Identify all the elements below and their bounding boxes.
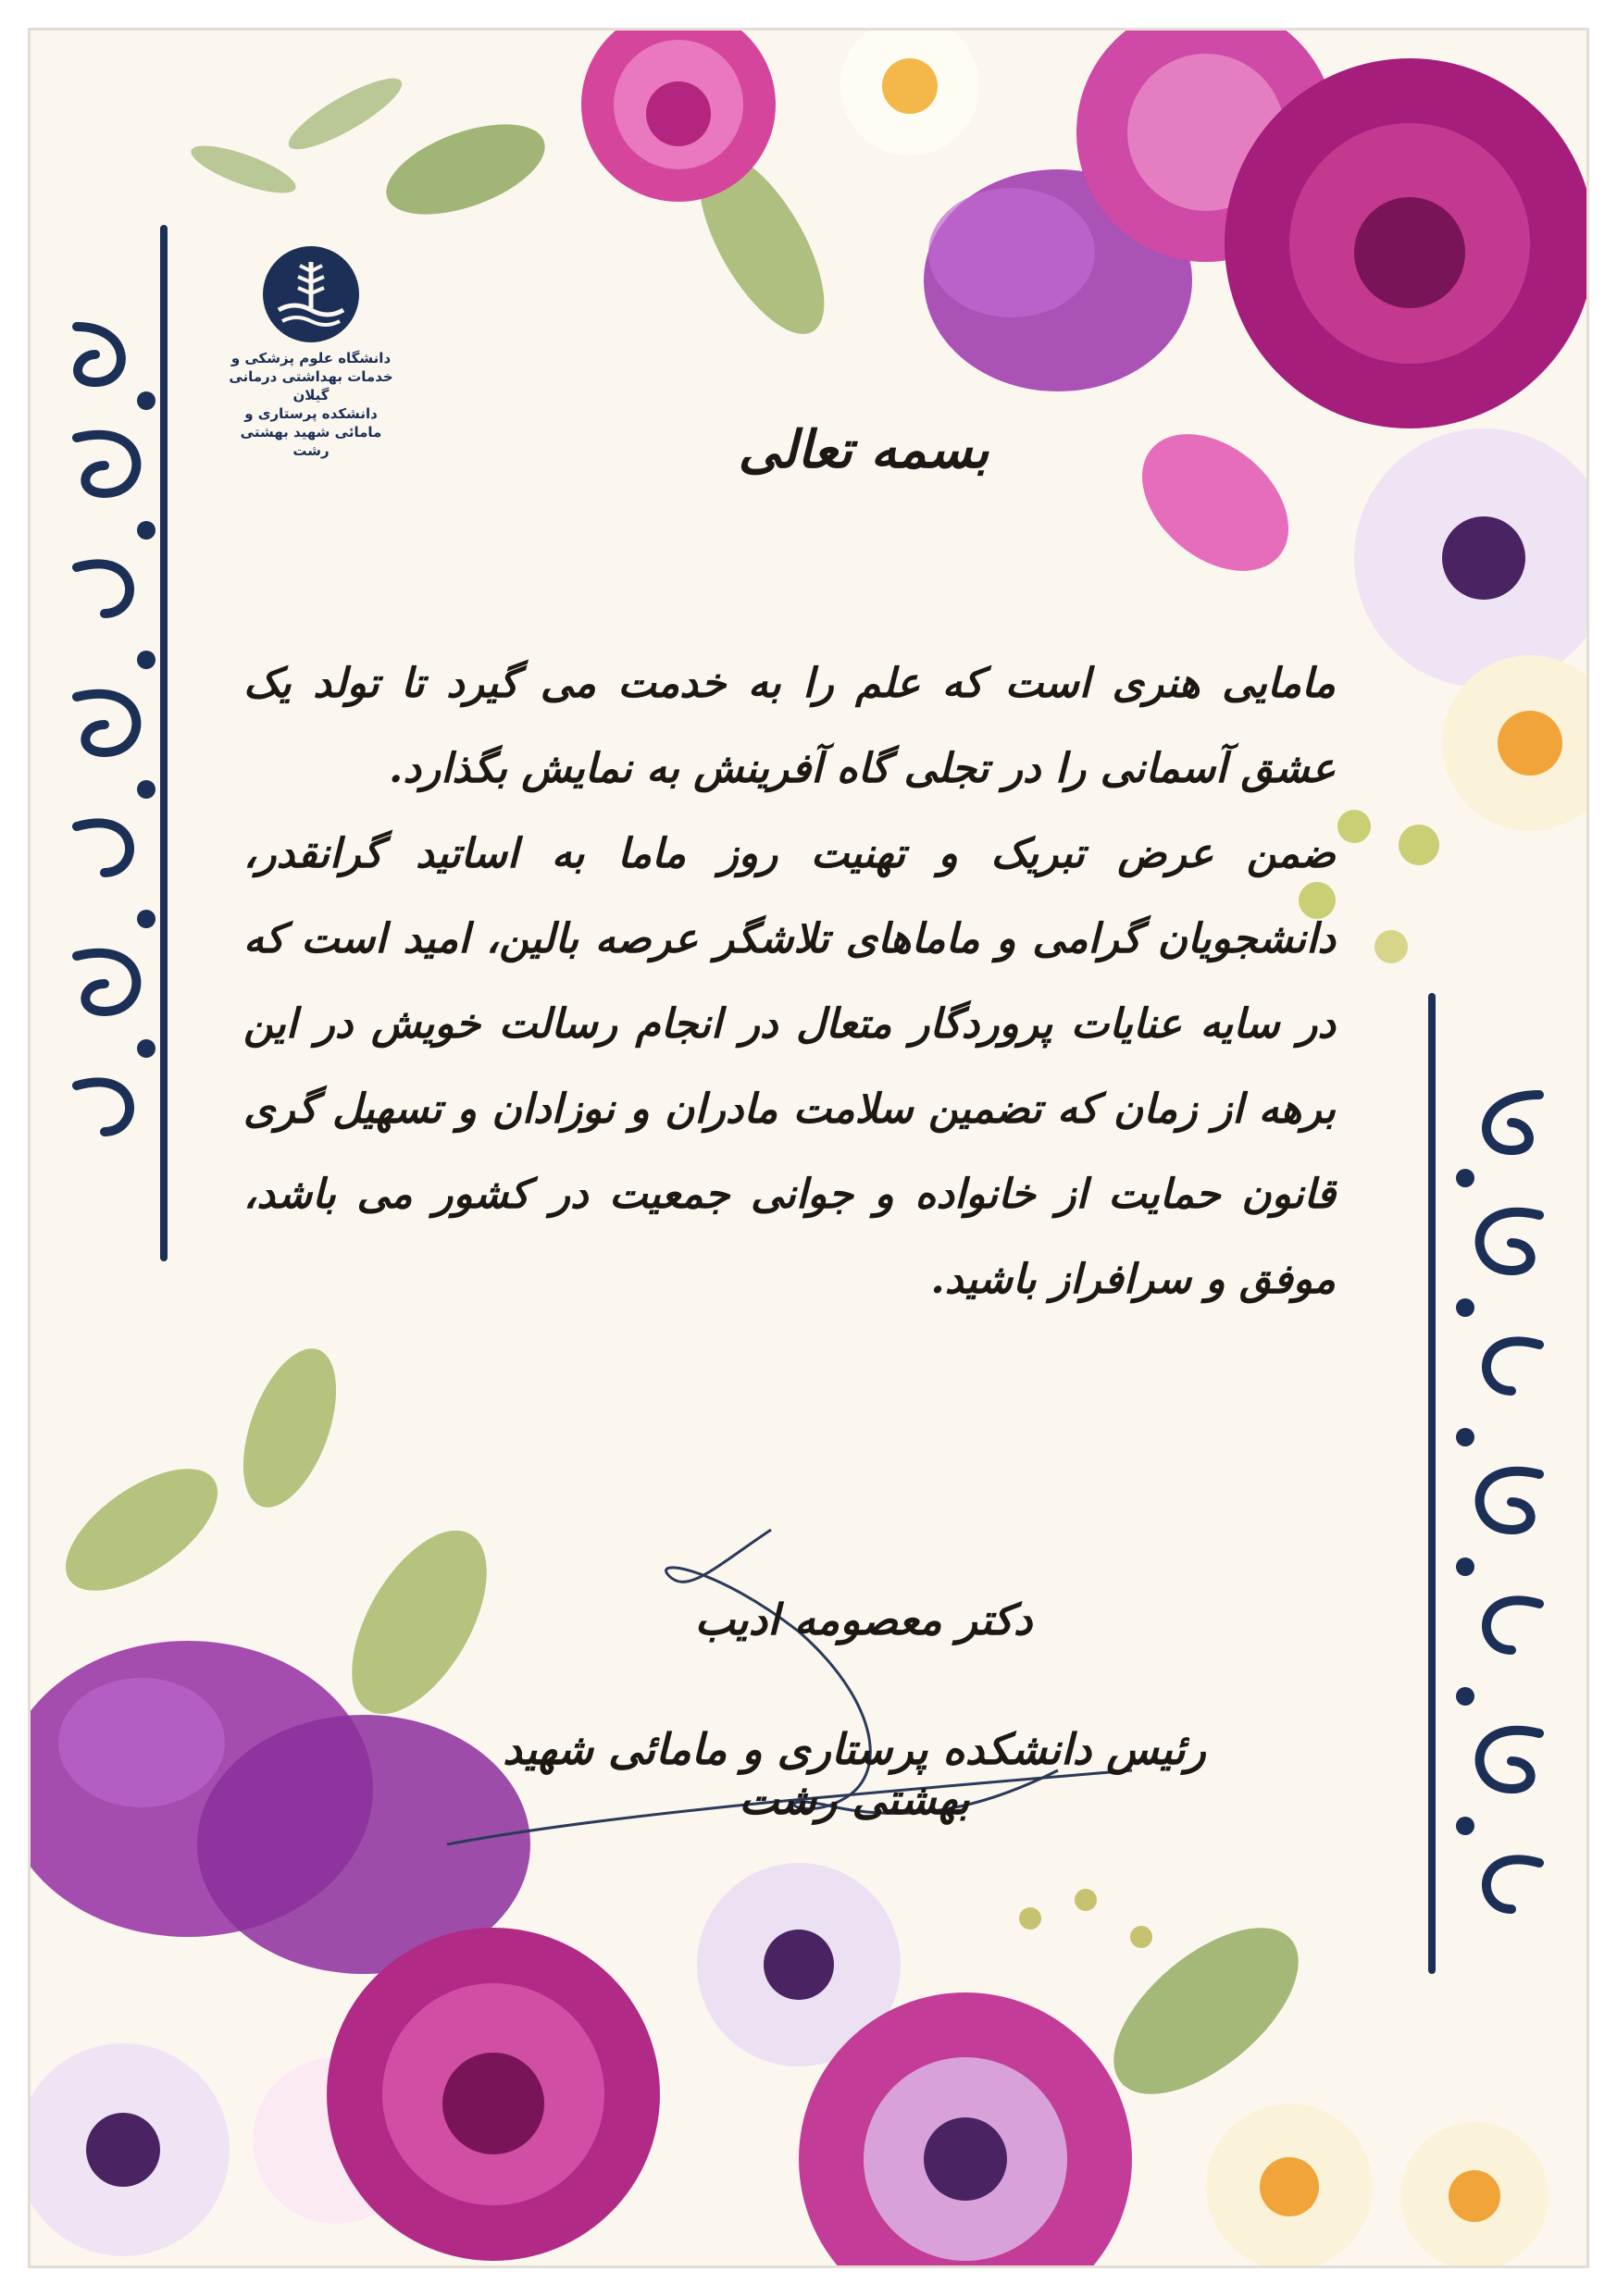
certificate-card [28,28,1589,2268]
logo-caption-line1: دانشگاه علوم پزشکی و خدمات بهداشتی درمانی گیلان [229,350,393,403]
bismillah-heading: بسمه تعالی [738,419,989,480]
signatory-title: رئیس دانشکده پرستاری و مامائی شهید بهشتی رشت [503,1724,1206,1824]
letter-paragraph-2: ضمن عرض تبریک و تهنیت روز ماما به اساتید گرانقدر، دانشجویان گرامی و ماماهای تلاشگر عرصه بالین، امید است که در سایه عنایات پروردگار متعال در انجام رسالت خویش در این برهه از زمان که تضمین سلامت مادران و نوزادان و تسهیل گری قانون حمایت از خانواده و جوانی جمعیت در کشور می باشد، موفق و سرافراز باشید. [243,830,1337,1303]
left-ornament [58,308,169,1215]
signatory-name: دکتر معصومه ادیب [694,1595,1033,1644]
letter-body [243,641,1336,1322]
right-ornament [1437,1076,1558,1965]
university-emblem-icon [260,243,362,345]
university-logo [223,243,399,460]
logo-caption-line2: دانشکده پرستاری و مامائی شهید بهشتی رشت [240,405,382,459]
letter-paragraph-1: مامایی هنری است که علم را به خدمت می گیرد تا تولد یک عشق آسمانی را در تجلی گاه آفرینش به نمایش بگذارد. [243,660,1336,792]
right-border-line [1428,993,1436,1974]
